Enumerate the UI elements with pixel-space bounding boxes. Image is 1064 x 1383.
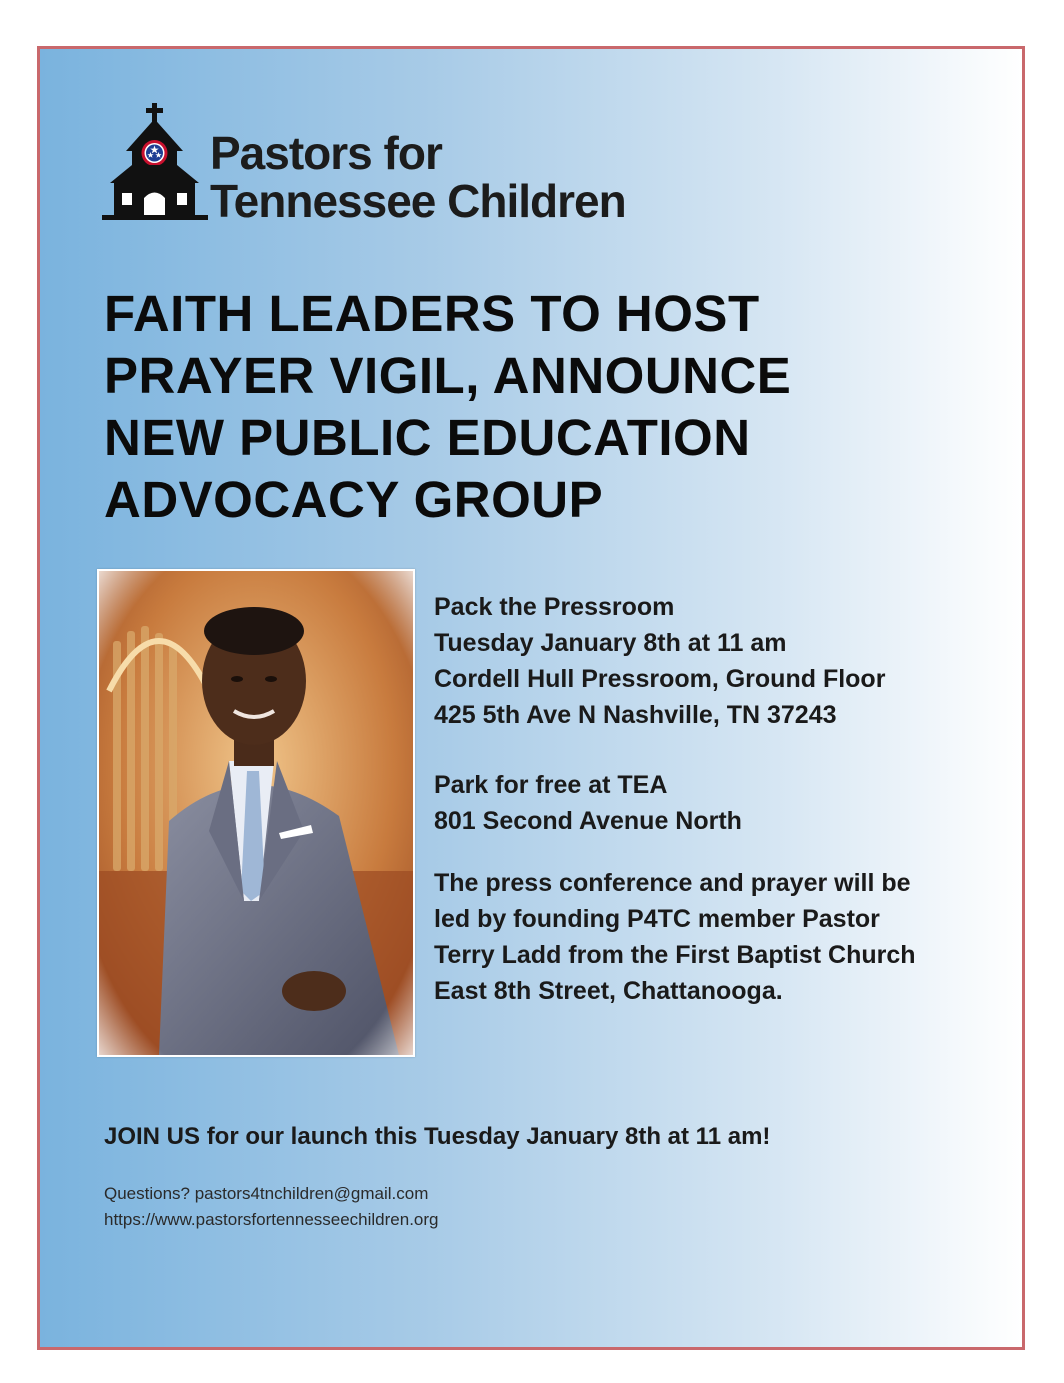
contact-website[interactable]: https://www.pastorsfortennesseechildren.org [104,1210,439,1229]
join-us-text: JOIN US for our launch this Tuesday January 8th at 11 am! [104,1123,771,1150]
event-address: 425 5th Ave N Nashville, TN 37243 [434,701,837,729]
logo-line-1: Pastors for [210,127,442,179]
contact-email[interactable]: Questions? pastors4tnchildren@gmail.com [104,1184,429,1203]
event-location: Cordell Hull Pressroom, Ground Floor [434,665,886,693]
headline-line: PRAYER VIGIL, ANNOUNCE [104,347,792,404]
flyer [37,46,1025,1350]
description-block [434,865,994,1009]
church-icon [102,101,208,221]
headline-line: NEW PUBLIC EDUCATION [104,409,751,466]
parking-title: Park for free at TEA [434,771,668,799]
parking-block [434,767,994,839]
description-line: led by founding P4TC member Pastor [434,905,880,933]
headline-line: ADVOCACY GROUP [104,471,604,528]
logo-line-2: Tennessee Children [210,175,626,227]
event-title: Pack the Pressroom [434,593,675,621]
logo-text [210,129,626,225]
description-line: The press conference and prayer will be [434,869,911,897]
description-line: East 8th Street, Chattanooga. [434,977,783,1005]
headline [104,283,924,531]
description-line: Terry Ladd from the First Baptist Church [434,941,916,969]
headline-line: FAITH LEADERS TO HOST [104,285,760,342]
contact-info [104,1181,439,1233]
pastor-photo [97,569,415,1057]
event-block [434,589,994,733]
parking-address: 801 Second Avenue North [434,807,742,835]
event-details [434,589,994,1043]
logo [102,101,702,227]
event-date: Tuesday January 8th at 11 am [434,629,787,657]
